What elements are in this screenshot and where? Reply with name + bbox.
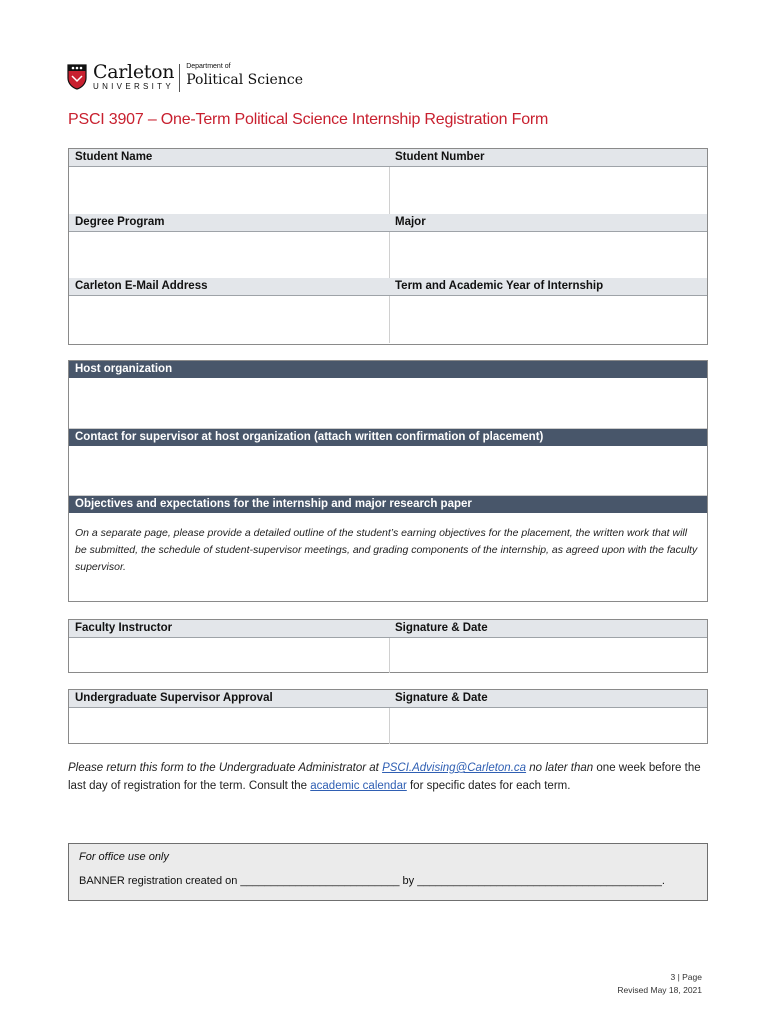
undergrad-approval-field[interactable] [69, 708, 389, 744]
table-row [69, 214, 707, 232]
term-year-label: Term and Academic Year of Internship [395, 280, 604, 292]
email-field[interactable] [69, 296, 389, 343]
return-instructions: Please return this form to the Undergraduate Administrator at PSCI.Advising@Carleton.ca no later than one week before the last day of registration for the term. Consult the academic calendar for specific dates for each term. [68, 762, 701, 792]
table-row [69, 149, 707, 167]
faculty-instructor-label: Faculty Instructor [75, 622, 173, 634]
page-footer [617, 971, 702, 997]
student-info-table [68, 148, 708, 345]
table-row [69, 296, 707, 343]
faculty-instructor-table [68, 619, 708, 673]
degree-program-field[interactable] [69, 232, 389, 278]
objectives-note: On a separate page, please provide a detailed outline of the student’s earning objectives for the placement, the written work that will be submitted, the schedule of student-supervisor meetings, and grading components of the internship, as agreed upon with the faculty supervisor. [75, 527, 698, 573]
table-row [69, 278, 707, 296]
dept-prefix: Department of [186, 63, 231, 70]
logo-university: UNIVERSITY [93, 82, 175, 91]
objectives-label: Objectives and expectations for the internship and major research paper [69, 496, 707, 513]
major-label: Major [395, 216, 426, 228]
major-field[interactable] [389, 232, 708, 278]
office-use-box [68, 843, 708, 901]
student-name-field[interactable] [69, 167, 389, 214]
page-number: 3 | Page [670, 972, 702, 982]
host-organization-label: Host organization [69, 361, 707, 378]
email-label: Carleton E-Mail Address [75, 280, 208, 292]
advising-email-link[interactable]: PSCI.Advising@Carleton.ca [382, 762, 527, 774]
office-use-title: For office use only [79, 851, 169, 863]
table-row [69, 690, 707, 708]
table-row [69, 638, 707, 673]
undergrad-signature-label: Signature & Date [395, 692, 488, 704]
revised-date: Revised May 18, 2021 [617, 985, 702, 995]
student-number-label: Student Number [395, 151, 485, 163]
undergrad-approval-label: Undergraduate Supervisor Approval [75, 692, 273, 704]
host-organization-field[interactable] [69, 378, 707, 429]
shield-icon [67, 64, 87, 90]
academic-calendar-link[interactable]: academic calendar [310, 780, 407, 792]
table-row [69, 167, 707, 214]
table-row [69, 708, 707, 744]
supervisor-contact-field[interactable] [69, 446, 707, 496]
banner-registration-line: BANNER registration created on __________________________ by ________________________________________. [79, 875, 665, 887]
faculty-instructor-field[interactable] [69, 638, 389, 673]
faculty-signature-field[interactable] [389, 638, 708, 673]
dept-name: Political Science [186, 72, 303, 88]
host-organization-table [68, 360, 708, 602]
degree-program-label: Degree Program [75, 216, 165, 228]
undergrad-supervisor-table [68, 689, 708, 744]
table-row [69, 232, 707, 278]
table-row [69, 620, 707, 638]
student-name-label: Student Name [75, 151, 153, 163]
carleton-logo [67, 62, 303, 92]
logo-divider [179, 64, 180, 92]
undergrad-signature-field[interactable] [389, 708, 708, 744]
faculty-signature-label: Signature & Date [395, 622, 488, 634]
student-number-field[interactable] [389, 167, 708, 214]
logo-name: Carleton [93, 61, 175, 83]
term-year-field[interactable] [389, 296, 708, 343]
supervisor-contact-label: Contact for supervisor at host organization (attach written confirmation of placement) [69, 429, 707, 446]
page-title: PSCI 3907 – One-Term Political Science Internship Registration Form [68, 111, 549, 128]
